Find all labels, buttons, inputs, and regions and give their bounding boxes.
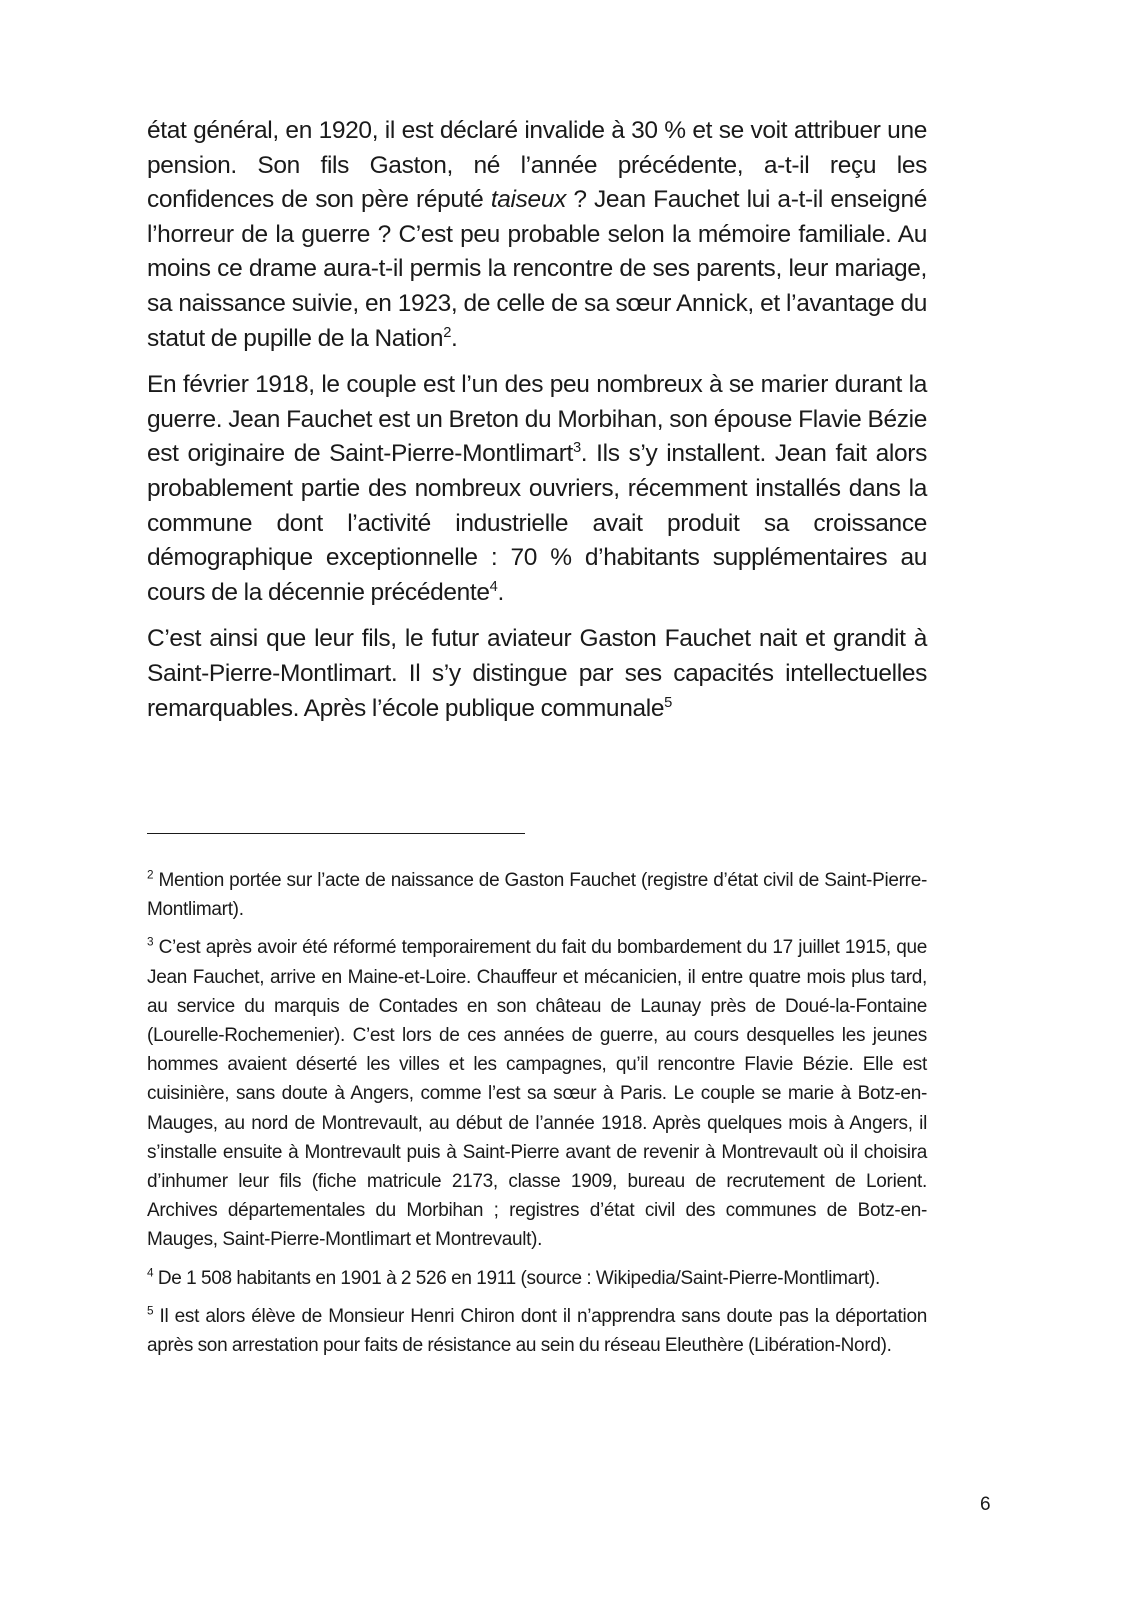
paragraph-2-text-a: En février 1918, le couple est l’un des peu nombreux à se marier durant la guerre. Jean Fauchet est un Breton du Morbihan, son épouse Flavie Bézie est originaire de Saint-Pierre-Montlimart (147, 371, 927, 468)
paragraph-2-text-b: . Ils s’y installent. Jean fait alors probablement partie des nombreux ouvriers, récemment installés dans la commune dont l’activité industrielle avait produit sa croissance démographique exceptionnelle : 70 % d’habitants supplémentaires au cours de la décennie précédente (147, 440, 927, 606)
footnote-number: 5 (147, 1304, 154, 1318)
italic-term: taiseux (490, 186, 566, 214)
footnote-3 (147, 933, 927, 1254)
paragraph-1-text-a: état général, en 1920, il est déclaré invalide à 30 % et se voit attribuer une pension. Son fils Gaston, né l’année précédente, a-t-il reçu les confidences de son père réputé (147, 117, 927, 214)
footnote-ref-4[interactable]: 4 (489, 578, 498, 595)
paragraph-2 (147, 368, 927, 610)
paragraph-1-end: . (451, 324, 458, 352)
footnote-text: De 1 508 habitants en 1901 à 2 526 en 1911 (source : Wikipedia/Saint-Pierre-Montlimart). (153, 1267, 880, 1289)
footnote-ref-3[interactable]: 3 (572, 440, 581, 457)
footnotes (147, 866, 927, 1369)
footnote-number: 4 (147, 1266, 154, 1280)
paragraph-3-text: C’est ainsi que leur fils, le futur aviateur Gaston Fauchet nait et grandit à Saint-Pierre-Montlimart. Il s’y distingue par ses capacités intellectuelles remarquables. Après l’école publique communale (147, 625, 927, 722)
footnote-ref-2[interactable]: 2 (443, 324, 452, 341)
main-body (147, 114, 927, 738)
footnote-separator (147, 833, 525, 834)
paragraph-1 (147, 114, 927, 356)
footnote-text: Mention portée sur l’acte de naissance de Gaston Fauchet (registre d’état civil de Saint-Pierre-Montlimart). (147, 870, 927, 921)
footnote-number: 3 (147, 936, 154, 950)
paragraph-3 (147, 622, 927, 726)
paragraph-2-end: . (497, 578, 504, 606)
paragraph-1-text-b: ? Jean Fauchet lui a-t-il enseigné l’horreur de la guerre ? C’est peu probable selon la mémoire familiale. Au moins ce drame aura-t-il permis la rencontre de ses parents, leur mariage, sa naissance suivie, en 1923, de celle de sa sœur Annick, et l’avantage du statut de pupille de la Nation (147, 186, 927, 352)
footnote-4 (147, 1264, 927, 1293)
footnote-number: 2 (147, 868, 154, 882)
footnote-2 (147, 866, 927, 924)
footnote-text: C’est après avoir été réformé temporairement du fait du bombardement du 17 juillet 1915, que Jean Fauchet, arrive en Maine-et-Loire. Chauffeur et mécanicien, il entre quatre mois plus tard, au service du marquis de Contades en son château de Launay près de Doué-la-Fontaine (Lourelle-Rochemenier). C’est lors de ces années de guerre, au cours desquelles les jeunes hommes avaient déserté les villes et les campagnes, qu’il rencontre Flavie Bézie. Elle est cuisinière, sans doute à Angers, comme l’est sa sœur à Paris. Le couple se marie à Botz-en-Mauges, au nord de Montrevault, au début de l’année 1918. Après quelques mois à Angers, il s’installe ensuite à Montrevault puis à Saint-Pierre avant de revenir à Montrevault où il choisira d’inhumer leur fils (fiche matricule 2173, classe 1909, bureau de recrutement de Lorient. Archives départementales du Morbihan ; registres d’état civil des communes de Botz-en-Mauges, Saint-Pierre-Montlimart et Montrevault). (147, 937, 927, 1251)
footnote-ref-5[interactable]: 5 (664, 694, 672, 711)
page-number: 6 (980, 1494, 991, 1515)
footnote-text: Il est alors élève de Monsieur Henri Chiron dont il n’apprendra sans doute pas la déportation après son arrestation pour faits de résistance au sein du réseau Eleuthère (Libération-Nord). (147, 1305, 927, 1357)
footnote-5 (147, 1302, 927, 1360)
